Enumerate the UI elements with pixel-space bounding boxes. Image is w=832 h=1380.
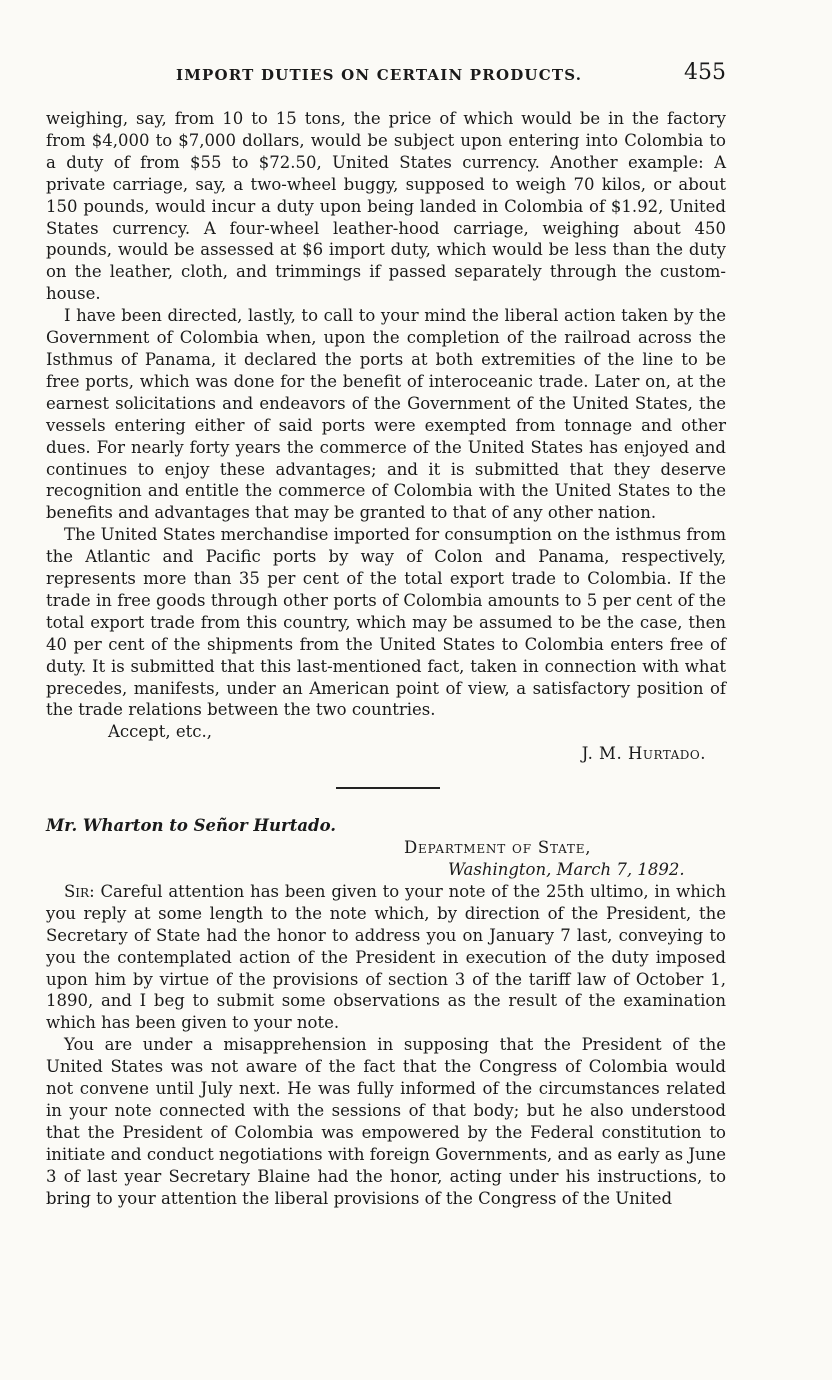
letter1-paragraph-2: I have been directed, lastly, to call to your mind the liberal action taken by the Government of Colombia when, upon the completion of the railroad across the Isthmus of Panama, it declared the ports at both extremities of the line to be free ports, which was done for the benefit of interoceanic trade. Later on, at the earnest solicitations and endeavors of the Government of the United States, the vessels entering either of said ports were exempted from tonnage and other dues. For nearly forty years the commerce of the United States has enjoyed and continues to enjoy these advantages; and it is submitted that they deserve recognition and entitle the commerce of Colombia with the United States to the benefits and advantages that may be granted to that of any other nation. bbox=[46, 306, 726, 523]
date-line: Washington, March 7, 1892. bbox=[448, 860, 685, 879]
page-header bbox=[46, 60, 726, 92]
letter2-paragraph-2: You are under a misapprehension in supposing that the President of the United States was not aware of the fact that the Congress of Colombia would not convene until July next. He was fully informed of the circumstances related in your note connected with the sessions of that body; but he also understood that the President of Colombia was empowered by the Federal constitution to initiate and conduct negotiations with foreign Governments, and as early as June 3 of last year Secretary Blaine had the honor, acting under his instructions, to bring to your attention the liberal provisions of the Congress of the United bbox=[46, 1035, 726, 1208]
page-body bbox=[46, 108, 726, 1210]
department-line: Department of State, bbox=[404, 838, 592, 858]
letter2-heading: Mr. Wharton to Señor Hurtado. bbox=[46, 816, 337, 836]
section-divider bbox=[336, 787, 440, 789]
letter1-paragraph-1: weighing, say, from 10 to 15 tons, the price of which would be in the factory from $4,000 to $7,000 dollars, would be subject upon entering into Colombia to a duty of from $55 to $72.50, United States currency. Another example: A private carriage, say, a two-wheel buggy, supposed to weigh 70 kilos, or about 150 pounds, would incur a duty upon being landed in Colombia of $1.92, United States currency. A four-wheel leather-hood carriage, weighing about 450 pounds, would be assessed at $6 import duty, which would be less than the duty on the leather, cloth, and trimmings if passed separately through the custom-house. bbox=[46, 109, 726, 304]
page-number: 455 bbox=[684, 60, 726, 85]
salutation: Sir: bbox=[64, 881, 95, 901]
letter2-paragraph-1-text: Careful attention has been given to your note of the 25th ultimo, in which you reply at some length to the note which, by direction of the President, the Secretary of State had the honor to address you on January 7 last, conveying to you the contemplated action of the President in execution of the duty imposed upon him by virtue of the provisions of section 3 of the tariff law of October 1, 1890, and I beg to submit some observations as the result of the examination which has been given to your note. bbox=[46, 881, 726, 1033]
running-head: IMPORT DUTIES ON CERTAIN PRODUCTS. bbox=[176, 66, 583, 84]
closing: Accept, etc., bbox=[108, 722, 212, 742]
letter1-paragraph-3: The United States merchandise imported for consumption on the isthmus from the Atlantic and Pacific ports by way of Colon and Panama, respectively, represents more than 35 per cent of the total export trade to Colombia. If the trade in free goods through other ports of Colombia amounts to 5 per cent of the total export trade from this country, which may be assumed to be the case, then 40 per cent of the shipments from the United States to Colombia enters free of duty. It is submitted that this last-mentioned fact, taken in connection with what precedes, manifests, under an American point of view, a satisfactory position of the trade relations between the two countries. bbox=[46, 525, 726, 720]
letter2-paragraph-1 bbox=[46, 881, 726, 1034]
signature: J. M. Hurtado. bbox=[581, 744, 706, 764]
dateline bbox=[404, 837, 726, 881]
